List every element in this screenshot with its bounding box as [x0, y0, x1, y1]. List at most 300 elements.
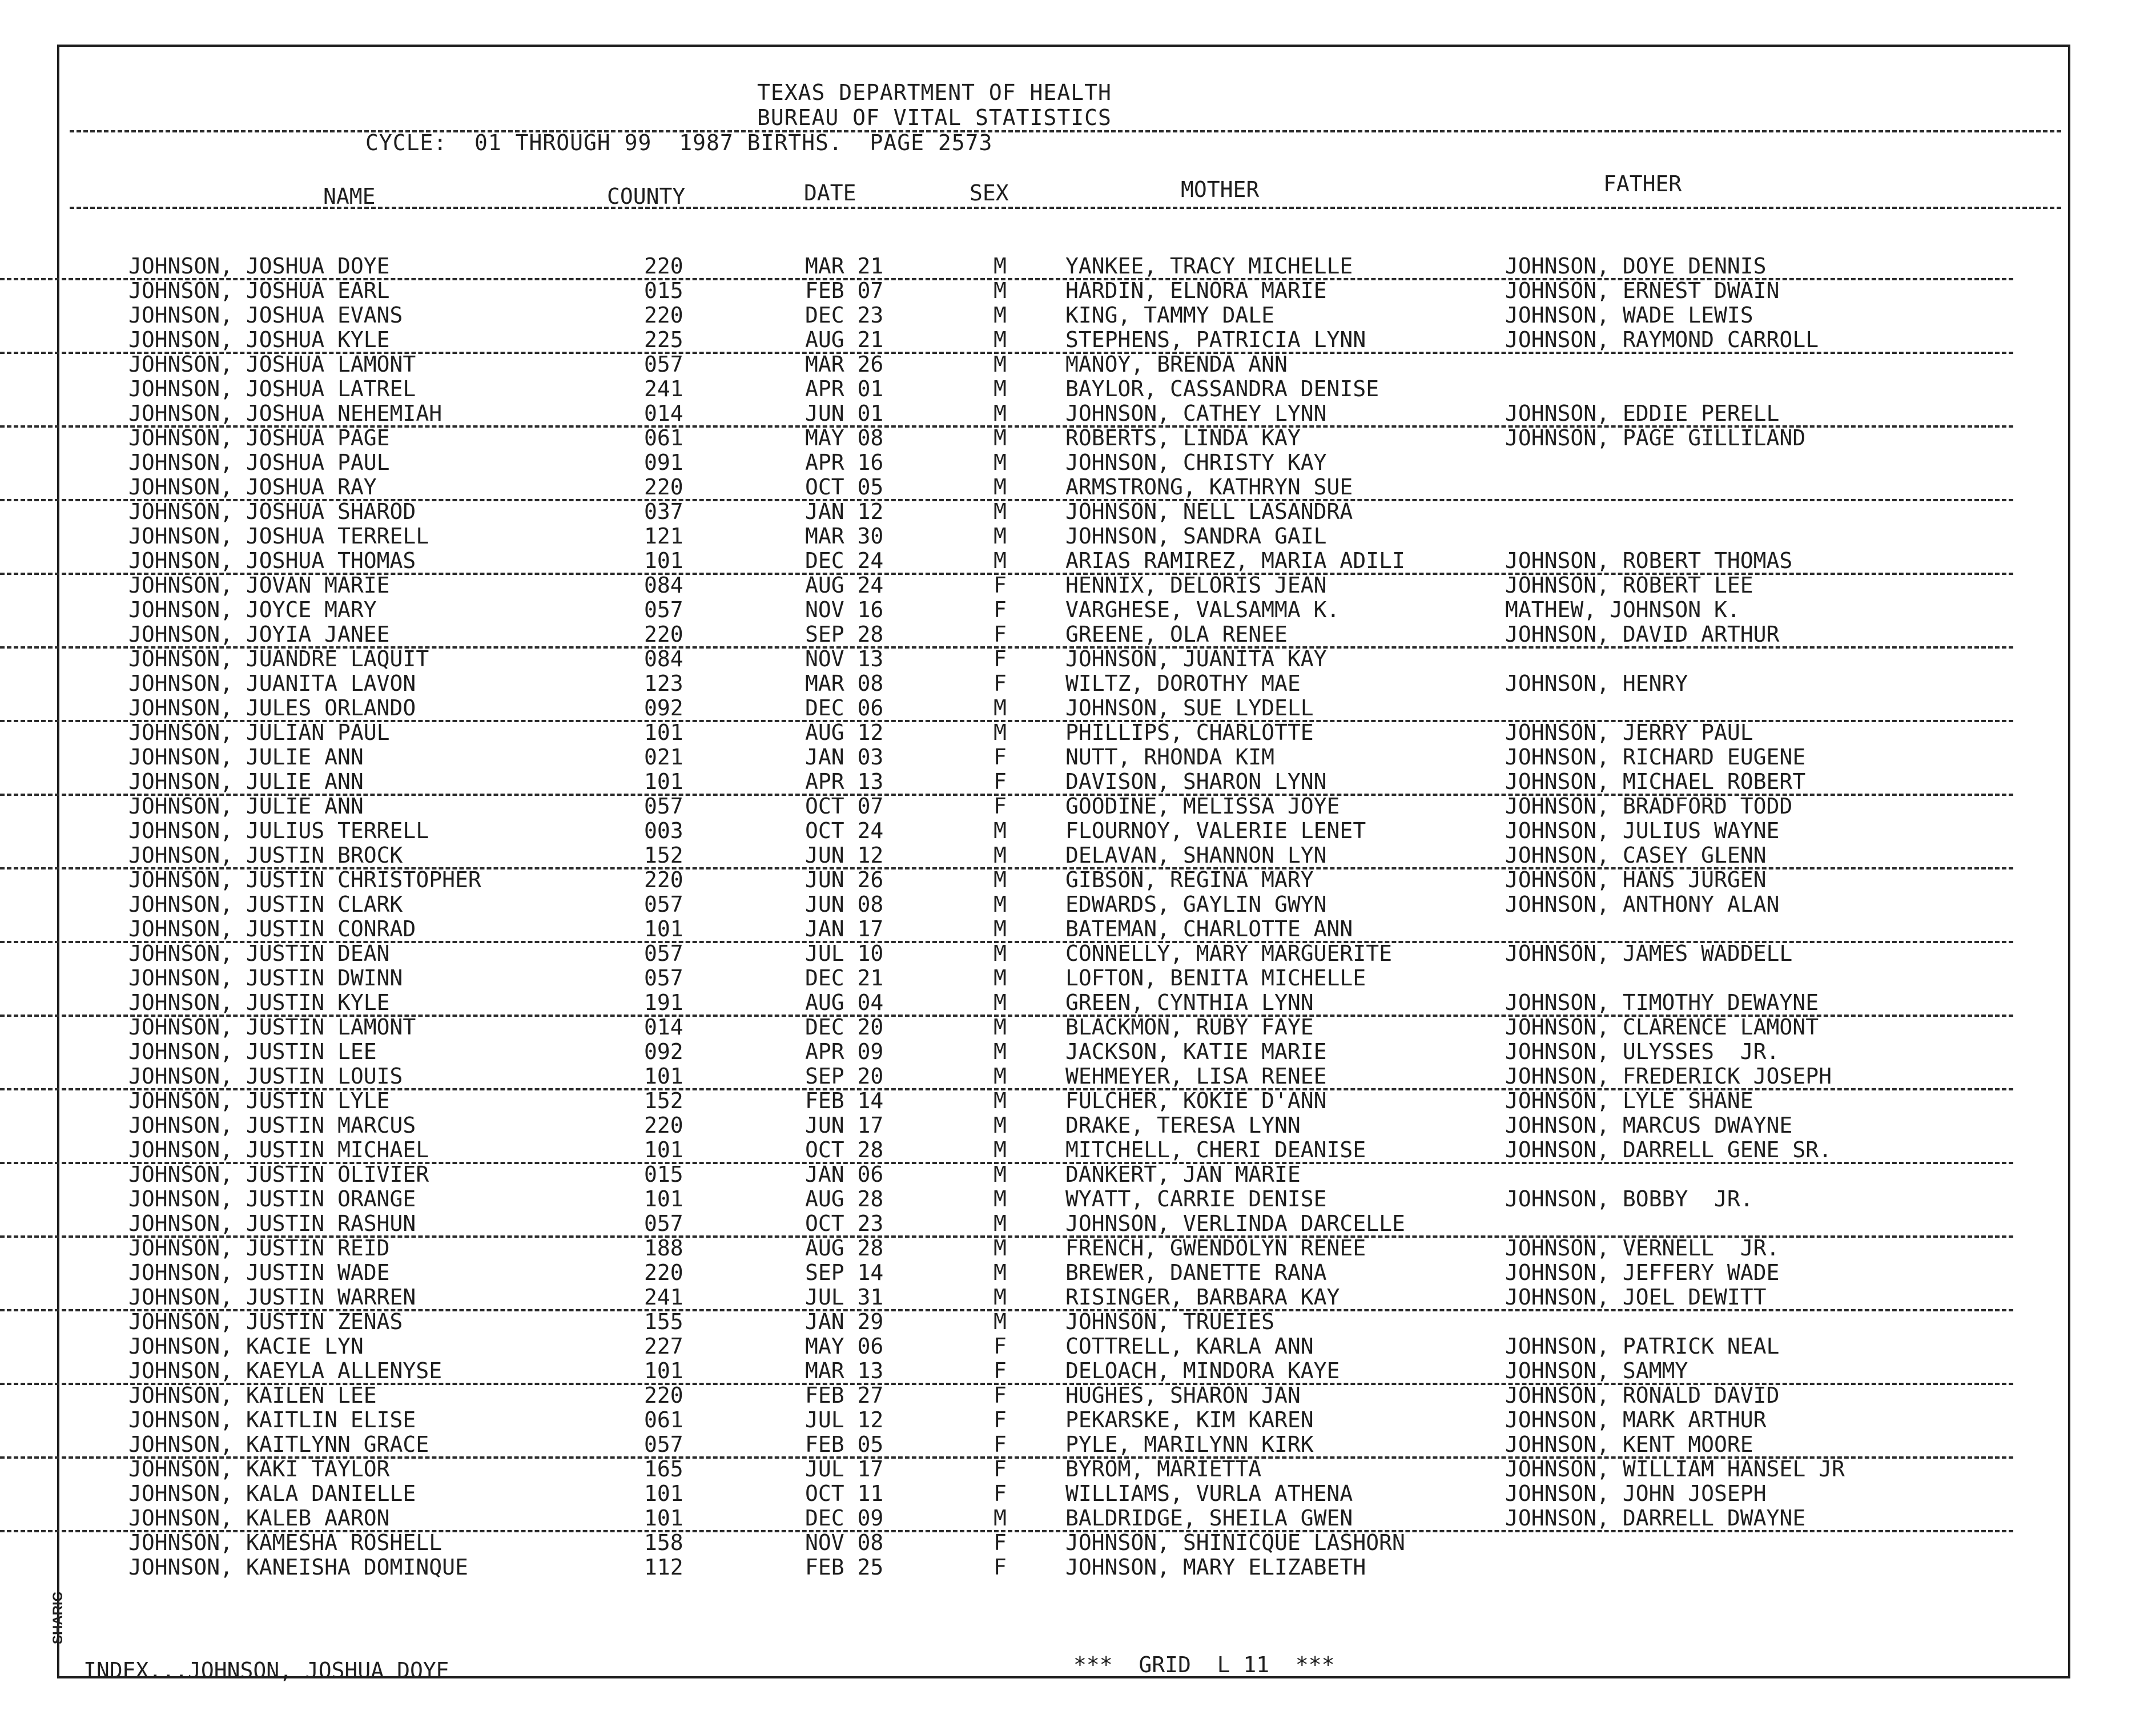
table-row: [0, 671, 2013, 695]
cell-name: JOHNSON, JOSHUA DOYE: [128, 253, 390, 279]
table-row: [0, 1137, 2013, 1164]
cell-name: JOHNSON, JUSTIN DEAN: [128, 941, 390, 966]
cell-father: JOHNSON, WILLIAM HANSEL JR: [1505, 1456, 1845, 1482]
table-row: [0, 941, 2013, 965]
cell-date: DEC 21: [805, 965, 884, 991]
cell-name: JOHNSON, JUSTIN MICHAEL: [128, 1137, 429, 1162]
cell-date: NOV 13: [805, 646, 884, 671]
cell-date: DEC 23: [805, 303, 884, 328]
cell-date: JAN 06: [805, 1162, 884, 1187]
table-row: [0, 965, 2013, 990]
cell-name: JOHNSON, JOSHUA NEHEMIAH: [128, 401, 443, 426]
cell-sex: F: [993, 671, 1007, 696]
cell-mother: BAYLOR, CASSANDRA DENISE: [1065, 376, 1379, 401]
cell-mother: PYLE, MARILYNN KIRK: [1065, 1432, 1314, 1457]
cell-mother: CONNELLY, MARY MARGUERITE: [1065, 941, 1392, 966]
cell-county: 123: [644, 671, 683, 696]
cell-mother: RISINGER, BARBARA KAY: [1065, 1285, 1340, 1310]
cell-sex: F: [993, 622, 1007, 647]
cell-father: JOHNSON, FREDERICK JOSEPH: [1505, 1064, 1832, 1089]
cell-county: 220: [644, 1113, 683, 1138]
table-row: [0, 1481, 2013, 1505]
cell-county: 155: [644, 1309, 683, 1334]
cell-name: JOHNSON, JOVAN MARIE: [128, 573, 390, 598]
table-row: [0, 1555, 2013, 1579]
cell-sex: M: [993, 720, 1007, 745]
column-sex: SEX: [970, 180, 1009, 206]
cell-name: JOHNSON, JULIE ANN: [128, 794, 364, 819]
cell-mother: GREEN, CYNTHIA LYNN: [1065, 990, 1314, 1015]
cell-name: JOHNSON, JULIE ANN: [128, 769, 364, 794]
cell-county: 101: [644, 1505, 683, 1531]
cell-mother: COTTRELL, KARLA ANN: [1065, 1334, 1314, 1359]
cell-name: JOHNSON, JUSTIN DWINN: [128, 965, 403, 991]
cell-date: MAR 30: [805, 524, 884, 549]
cell-date: AUG 04: [805, 990, 884, 1015]
cell-father: JOHNSON, KENT MOORE: [1505, 1432, 1753, 1457]
cell-mother: BLACKMON, RUBY FAYE: [1065, 1015, 1314, 1040]
cell-name: JOHNSON, JUSTIN CLARK: [128, 892, 403, 917]
cell-sex: F: [993, 1334, 1007, 1359]
table-row: [0, 1162, 2013, 1186]
cell-mother: NUTT, RHONDA KIM: [1065, 744, 1275, 770]
cell-name: JOHNSON, JUSTIN LYLE: [128, 1088, 390, 1113]
cell-date: JUL 31: [805, 1285, 884, 1310]
cell-father: JOHNSON, BRADFORD TODD: [1505, 794, 1793, 819]
cell-mother: LOFTON, BENITA MICHELLE: [1065, 965, 1366, 991]
cell-mother: FULCHER, KOKIE D'ANN: [1065, 1088, 1327, 1113]
cell-mother: JOHNSON, JUANITA KAY: [1065, 646, 1327, 671]
cell-father: JOHNSON, JULIUS WAYNE: [1505, 818, 1780, 843]
cell-date: OCT 24: [805, 818, 884, 843]
cell-date: APR 09: [805, 1039, 884, 1064]
cell-name: JOHNSON, JUSTIN ZENAS: [128, 1309, 403, 1334]
cell-father: JOHNSON, HANS JURGEN: [1505, 867, 1767, 892]
cell-date: JUN 26: [805, 867, 884, 892]
cell-county: 241: [644, 1285, 683, 1310]
cell-name: JOHNSON, JOYCE MARY: [128, 597, 377, 622]
cell-county: 121: [644, 524, 683, 549]
cell-father: JOHNSON, CASEY GLENN: [1505, 843, 1767, 868]
cell-sex: M: [993, 916, 1007, 941]
cell-sex: M: [993, 425, 1007, 450]
cell-sex: F: [993, 1358, 1007, 1383]
cell-sex: F: [993, 573, 1007, 598]
cell-father: JOHNSON, JERRY PAUL: [1505, 720, 1753, 745]
cell-father: JOHNSON, DOYE DENNIS: [1505, 253, 1767, 279]
cell-name: JOHNSON, KACIE LYN: [128, 1334, 364, 1359]
table-row: [0, 1088, 2013, 1113]
cell-mother: FRENCH, GWENDOLYN RENEE: [1065, 1235, 1366, 1261]
cell-date: NOV 16: [805, 597, 884, 622]
cell-date: SEP 14: [805, 1260, 884, 1285]
index-label: INDEX...JOHNSON, JOSHUA DOYE: [83, 1658, 449, 1683]
cell-date: FEB 07: [805, 278, 884, 303]
cell-mother: JOHNSON, TRUEIES: [1065, 1309, 1275, 1334]
cell-date: APR 13: [805, 769, 884, 794]
cell-name: JOHNSON, JOSHUA RAY: [128, 474, 377, 500]
table-row: [0, 499, 2013, 524]
cell-date: MAR 21: [805, 253, 884, 279]
cell-name: JOHNSON, KAMESHA ROSHELL: [128, 1530, 443, 1555]
cell-sex: F: [993, 744, 1007, 770]
table-row: [0, 622, 2013, 649]
cell-county: 057: [644, 965, 683, 991]
cell-county: 220: [644, 303, 683, 328]
cell-name: JOHNSON, KAKI TAYLOR: [128, 1456, 390, 1482]
cell-father: JOHNSON, TIMOTHY DEWAYNE: [1505, 990, 1819, 1015]
cell-sex: M: [993, 1039, 1007, 1064]
cell-name: JOHNSON, KAILEN LEE: [128, 1383, 377, 1408]
cell-sex: M: [993, 450, 1007, 475]
cell-mother: BYROM, MARIETTA: [1065, 1456, 1262, 1482]
cell-county: 220: [644, 1260, 683, 1285]
cell-mother: JOHNSON, SHINICQUE LASHORN: [1065, 1530, 1405, 1555]
cell-county: 101: [644, 1481, 683, 1506]
cell-date: AUG 28: [805, 1235, 884, 1261]
cell-name: JOHNSON, JOSHUA EARL: [128, 278, 390, 303]
cell-mother: JOHNSON, CATHEY LYNN: [1065, 401, 1327, 426]
cell-date: MAR 08: [805, 671, 884, 696]
table-row: [0, 867, 2013, 892]
cell-date: JAN 17: [805, 916, 884, 941]
cell-name: JOHNSON, JOSHUA SHAROD: [128, 499, 416, 524]
cell-county: 084: [644, 646, 683, 671]
table-row: [0, 843, 2013, 869]
cell-county: 015: [644, 1162, 683, 1187]
table-row: [0, 253, 2013, 280]
cell-father: JOHNSON, BOBBY JR.: [1505, 1186, 1753, 1211]
table-row: [0, 1235, 2013, 1260]
cell-county: 165: [644, 1456, 683, 1482]
cell-date: AUG 21: [805, 327, 884, 352]
table-row: [0, 744, 2013, 769]
cell-name: JOHNSON, JUSTIN KYLE: [128, 990, 390, 1015]
cell-date: FEB 25: [805, 1555, 884, 1580]
table-row: [0, 1285, 2013, 1311]
table-row: [0, 1211, 2013, 1238]
cell-date: MAY 08: [805, 425, 884, 450]
cell-date: OCT 05: [805, 474, 884, 500]
cell-name: JOHNSON, JUSTIN REID: [128, 1235, 390, 1261]
table-row: [0, 990, 2013, 1017]
cell-county: 101: [644, 548, 683, 573]
cell-father: JOHNSON, EDDIE PERELL: [1505, 401, 1780, 426]
cell-sex: M: [993, 990, 1007, 1015]
table-row: [0, 425, 2013, 450]
cell-father: JOHNSON, WADE LEWIS: [1505, 303, 1753, 328]
cell-father: JOHNSON, JOHN JOSEPH: [1505, 1481, 1767, 1506]
cell-sex: M: [993, 1113, 1007, 1138]
cell-father: MATHEW, JOHNSON K.: [1505, 597, 1740, 622]
cell-name: JOHNSON, JULIE ANN: [128, 744, 364, 770]
cell-county: 152: [644, 1088, 683, 1113]
cell-father: JOHNSON, RAYMOND CARROLL: [1505, 327, 1819, 352]
cell-date: SEP 28: [805, 622, 884, 647]
table-row: [0, 1383, 2013, 1407]
table-row: [0, 548, 2013, 575]
table-row: [0, 1358, 2013, 1385]
cell-name: JOHNSON, JUSTIN LEE: [128, 1039, 377, 1064]
cell-mother: MANOY, BRENDA ANN: [1065, 352, 1288, 377]
table-row: [0, 1015, 2013, 1039]
cell-sex: M: [993, 892, 1007, 917]
table-row: [0, 450, 2013, 474]
cell-county: 101: [644, 916, 683, 941]
cell-county: 220: [644, 474, 683, 500]
cell-father: JOHNSON, DARRELL DWAYNE: [1505, 1505, 1806, 1531]
cell-county: 084: [644, 573, 683, 598]
cell-county: 158: [644, 1530, 683, 1555]
cell-mother: WILLIAMS, VURLA ATHENA: [1065, 1481, 1353, 1506]
cell-county: 225: [644, 327, 683, 352]
cell-name: JOHNSON, JULES ORLANDO: [128, 695, 416, 720]
cell-mother: GOODINE, MELISSA JOYE: [1065, 794, 1340, 819]
cell-county: 101: [644, 720, 683, 745]
cell-sex: M: [993, 278, 1007, 303]
table-row: [0, 1432, 2013, 1459]
cell-sex: F: [993, 1456, 1007, 1482]
cell-county: 037: [644, 499, 683, 524]
cell-name: JOHNSON, KANEISHA DOMINQUE: [128, 1555, 468, 1580]
cell-county: 191: [644, 990, 683, 1015]
cell-sex: M: [993, 401, 1007, 426]
table-row: [0, 1334, 2013, 1358]
cell-date: JAN 12: [805, 499, 884, 524]
cell-date: MAY 06: [805, 1334, 884, 1359]
cell-sex: F: [993, 1555, 1007, 1580]
column-name: NAME: [323, 184, 376, 209]
cell-sex: M: [993, 548, 1007, 573]
cell-mother: PEKARSKE, KIM KAREN: [1065, 1407, 1314, 1432]
cell-county: 220: [644, 867, 683, 892]
cell-mother: DANKERT, JAN MARIE: [1065, 1162, 1301, 1187]
cell-sex: M: [993, 1309, 1007, 1334]
cell-county: 241: [644, 376, 683, 401]
table-row: [0, 376, 2013, 401]
cell-date: FEB 05: [805, 1432, 884, 1457]
table-row: [0, 597, 2013, 622]
cell-name: JOHNSON, JUSTIN CONRAD: [128, 916, 416, 941]
cell-date: FEB 27: [805, 1383, 884, 1408]
cell-name: JOHNSON, JUSTIN OLIVIER: [128, 1162, 429, 1187]
cell-sex: F: [993, 1383, 1007, 1408]
cell-father: JOHNSON, MICHAEL ROBERT: [1505, 769, 1806, 794]
cell-name: JOHNSON, JUSTIN CHRISTOPHER: [128, 867, 481, 892]
cell-sex: M: [993, 867, 1007, 892]
cell-mother: DRAKE, TERESA LYNN: [1065, 1113, 1301, 1138]
cell-name: JOHNSON, JULIAN PAUL: [128, 720, 390, 745]
cell-mother: ROBERTS, LINDA KAY: [1065, 425, 1301, 450]
cell-father: JOHNSON, VERNELL JR.: [1505, 1235, 1780, 1261]
table-row: [0, 1113, 2013, 1137]
cell-mother: JOHNSON, CHRISTY KAY: [1065, 450, 1327, 475]
cell-date: JAN 03: [805, 744, 884, 770]
cell-sex: M: [993, 1137, 1007, 1162]
cell-sex: F: [993, 646, 1007, 671]
cell-sex: M: [993, 1088, 1007, 1113]
cell-date: MAR 26: [805, 352, 884, 377]
table-row: [0, 573, 2013, 597]
cell-name: JOHNSON, KALEB AARON: [128, 1505, 390, 1531]
cell-county: 112: [644, 1555, 683, 1580]
table-row: [0, 1186, 2013, 1211]
cell-father: JOHNSON, DAVID ARTHUR: [1505, 622, 1780, 647]
cell-county: 003: [644, 818, 683, 843]
cell-sex: F: [993, 597, 1007, 622]
cell-name: JOHNSON, JOSHUA LATREL: [128, 376, 416, 401]
table-row: [0, 720, 2013, 744]
cell-sex: F: [993, 769, 1007, 794]
table-row: [0, 1505, 2013, 1532]
cell-mother: GREENE, OLA RENEE: [1065, 622, 1288, 647]
cell-father: JOHNSON, JEFFERY WADE: [1505, 1260, 1780, 1285]
cell-name: JOHNSON, JUSTIN WARREN: [128, 1285, 416, 1310]
table-row: [0, 524, 2013, 548]
table-row: [0, 474, 2013, 501]
table-row: [0, 1064, 2013, 1090]
cell-sex: M: [993, 843, 1007, 868]
cell-mother: WEHMEYER, LISA RENEE: [1065, 1064, 1327, 1089]
cell-date: FEB 14: [805, 1088, 884, 1113]
cell-date: JUN 12: [805, 843, 884, 868]
cell-sex: M: [993, 1285, 1007, 1310]
table-row: [0, 1530, 2013, 1555]
cell-date: DEC 06: [805, 695, 884, 720]
cell-county: 227: [644, 1334, 683, 1359]
cell-mother: BALDRIDGE, SHEILA GWEN: [1065, 1505, 1353, 1531]
cell-father: JOHNSON, JAMES WADDELL: [1505, 941, 1793, 966]
cell-name: JOHNSON, JUSTIN LAMONT: [128, 1015, 416, 1040]
table-row: [0, 916, 2013, 943]
cell-mother: PHILLIPS, CHARLOTTE: [1065, 720, 1314, 745]
cell-county: 101: [644, 1064, 683, 1089]
cell-name: JOHNSON, JOSHUA PAGE: [128, 425, 390, 450]
cell-name: JOHNSON, JUSTIN WADE: [128, 1260, 390, 1285]
cell-sex: F: [993, 1432, 1007, 1457]
cell-sex: M: [993, 941, 1007, 966]
cell-date: OCT 23: [805, 1211, 884, 1236]
cell-sex: F: [993, 1407, 1007, 1432]
cell-sex: M: [993, 352, 1007, 377]
cell-county: 188: [644, 1235, 683, 1261]
header-department: TEXAS DEPARTMENT OF HEALTH: [757, 80, 1112, 105]
cell-father: JOHNSON, ULYSSES JR.: [1505, 1039, 1780, 1064]
cell-county: 057: [644, 794, 683, 819]
table-row: [0, 303, 2013, 327]
table-row: [0, 278, 2013, 303]
side-label: SHARIC: [50, 1591, 66, 1644]
cell-county: 057: [644, 892, 683, 917]
table-row: [0, 646, 2013, 671]
cell-father: JOHNSON, ROBERT THOMAS: [1505, 548, 1793, 573]
cell-county: 092: [644, 695, 683, 720]
cell-date: JUN 08: [805, 892, 884, 917]
cell-county: 014: [644, 401, 683, 426]
cell-mother: HENNIX, DELORIS JEAN: [1065, 573, 1327, 598]
cell-date: APR 01: [805, 376, 884, 401]
cell-mother: JACKSON, KATIE MARIE: [1065, 1039, 1327, 1064]
cell-father: JOHNSON, RONALD DAVID: [1505, 1383, 1780, 1408]
cell-date: AUG 12: [805, 720, 884, 745]
cell-sex: M: [993, 1015, 1007, 1040]
cell-mother: DELAVAN, SHANNON LYN: [1065, 843, 1327, 868]
cell-sex: M: [993, 253, 1007, 279]
cell-father: JOHNSON, HENRY: [1505, 671, 1688, 696]
cell-name: JOHNSON, JUSTIN MARCUS: [128, 1113, 416, 1138]
cell-name: JOHNSON, KAITLYNN GRACE: [128, 1432, 429, 1457]
cell-name: JOHNSON, JUSTIN BROCK: [128, 843, 403, 868]
cell-county: 015: [644, 278, 683, 303]
cell-father: JOHNSON, MARK ARTHUR: [1505, 1407, 1767, 1432]
cell-mother: ARIAS RAMIREZ, MARIA ADILI: [1065, 548, 1405, 573]
cell-name: JOHNSON, KAEYLA ALLENYSE: [128, 1358, 443, 1383]
cell-sex: M: [993, 1162, 1007, 1187]
cell-county: 101: [644, 1137, 683, 1162]
cell-father: JOHNSON, LYLE SHANE: [1505, 1088, 1753, 1113]
cell-county: 220: [644, 622, 683, 647]
table-row: [0, 327, 2013, 354]
table-row: [0, 1039, 2013, 1064]
table-row: [0, 794, 2013, 818]
cell-date: AUG 24: [805, 573, 884, 598]
cell-date: JUL 17: [805, 1456, 884, 1482]
cell-sex: M: [993, 303, 1007, 328]
cell-mother: GIBSON, REGINA MARY: [1065, 867, 1314, 892]
cell-sex: F: [993, 794, 1007, 819]
cell-father: JOHNSON, PATRICK NEAL: [1505, 1334, 1780, 1359]
cell-name: JOHNSON, JULIUS TERRELL: [128, 818, 429, 843]
table-row: [0, 1309, 2013, 1334]
cell-mother: VARGHESE, VALSAMMA K.: [1065, 597, 1340, 622]
cell-date: DEC 24: [805, 548, 884, 573]
cell-mother: KING, TAMMY DALE: [1065, 303, 1275, 328]
cell-date: NOV 08: [805, 1530, 884, 1555]
cell-father: JOHNSON, JOEL DEWITT: [1505, 1285, 1767, 1310]
table-row: [0, 695, 2013, 722]
cell-mother: JOHNSON, MARY ELIZABETH: [1065, 1555, 1366, 1580]
cell-county: 061: [644, 1407, 683, 1432]
cell-father: JOHNSON, RICHARD EUGENE: [1505, 744, 1806, 770]
cell-sex: F: [993, 1530, 1007, 1555]
cell-father: JOHNSON, ANTHONY ALAN: [1505, 892, 1780, 917]
cell-mother: ARMSTRONG, KATHRYN SUE: [1065, 474, 1353, 500]
cell-date: JUN 01: [805, 401, 884, 426]
cell-date: JAN 29: [805, 1309, 884, 1334]
cell-sex: M: [993, 1505, 1007, 1531]
cell-mother: DELOACH, MINDORA KAYE: [1065, 1358, 1340, 1383]
cell-date: JUN 17: [805, 1113, 884, 1138]
cell-county: 220: [644, 253, 683, 279]
table-row: [0, 818, 2013, 843]
cell-mother: DAVISON, SHARON LYNN: [1065, 769, 1327, 794]
cell-date: DEC 09: [805, 1505, 884, 1531]
cell-mother: HARDIN, ELNORA MARIE: [1065, 278, 1327, 303]
cell-sex: M: [993, 376, 1007, 401]
cell-sex: F: [993, 1481, 1007, 1506]
cell-date: MAR 13: [805, 1358, 884, 1383]
cell-county: 101: [644, 1186, 683, 1211]
cell-name: JOHNSON, JOSHUA EVANS: [128, 303, 403, 328]
cell-county: 057: [644, 1211, 683, 1236]
table-row: [0, 401, 2013, 428]
cell-date: JUL 10: [805, 941, 884, 966]
cell-sex: M: [993, 1260, 1007, 1285]
cell-mother: JOHNSON, SANDRA GAIL: [1065, 524, 1327, 549]
cell-name: JOHNSON, JUSTIN LOUIS: [128, 1064, 403, 1089]
cell-county: 101: [644, 1358, 683, 1383]
cell-mother: BATEMAN, CHARLOTTE ANN: [1065, 916, 1353, 941]
